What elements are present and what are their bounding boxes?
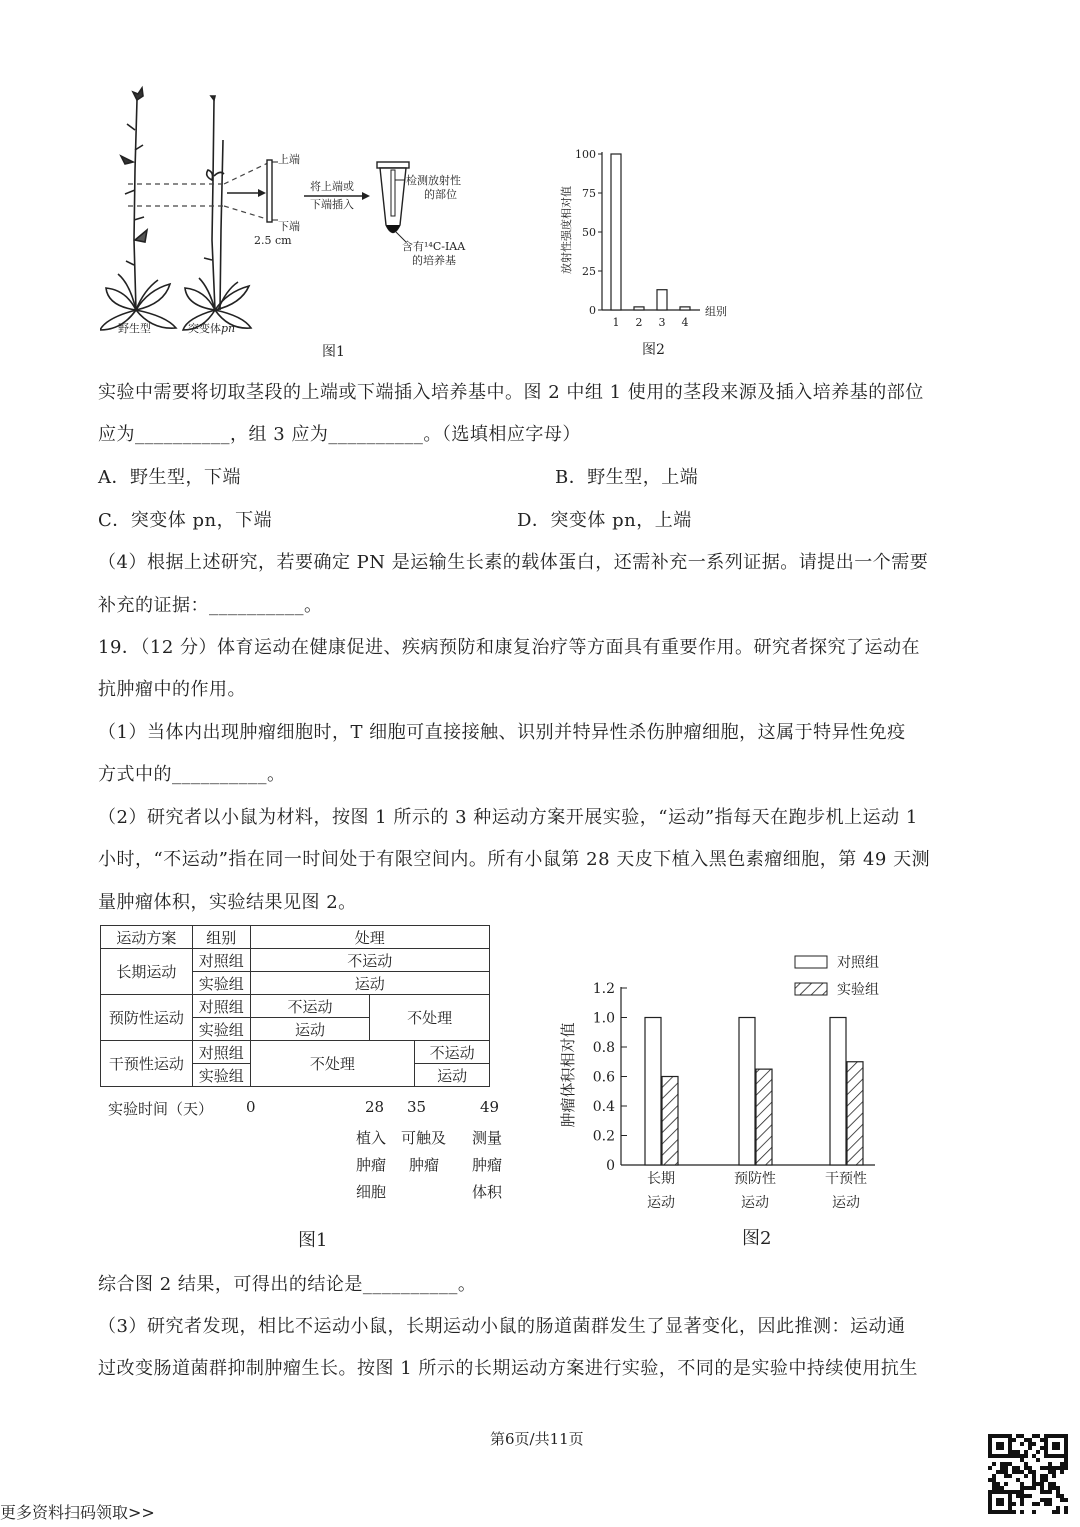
mutant-plant-drawing: [183, 96, 251, 330]
page-number: 第6页/共11页: [490, 1430, 584, 1448]
more-resources-link[interactable]: 更多资料扫码领取>>: [0, 1503, 155, 1522]
option-c: C．突变体 pn，下端: [98, 510, 273, 531]
x-tick-label: 4: [681, 316, 689, 329]
category-intervene-2: 运动: [832, 1195, 860, 1211]
label-insert-1: 将上端或: [310, 180, 354, 193]
bar-group-1: [611, 154, 621, 310]
label-wild-type: 野生型: [118, 322, 151, 335]
bar-group-2: [634, 307, 644, 310]
category-intervene-1: 干预性: [825, 1171, 867, 1187]
y-tick-label: 0.2: [592, 1128, 615, 1145]
treat-exercise: 运动: [250, 1018, 370, 1041]
treat-no-exercise: 不运动: [415, 1041, 490, 1064]
question-4-line-2: 补充的证据：__________。: [98, 595, 323, 616]
timeline-day-28: 28: [365, 1098, 385, 1116]
y-tick-label: 0.8: [592, 1040, 615, 1056]
legend-ctrl-swatch: [795, 956, 827, 968]
note-28-line-2: 肿瘤: [356, 1156, 387, 1174]
text-line-1: 实验中需要将切取茎段的上端或下端插入培养基中。图 2 中组 1 使用的茎段来源及插入培养基的部位: [98, 382, 924, 403]
y-tick-label: 0: [606, 1158, 615, 1174]
note-28-line-1: 植入: [356, 1129, 387, 1147]
treat-exercise: 运动: [415, 1064, 490, 1087]
y-tick-label: 0: [589, 304, 596, 317]
plan-prevent: 预防性运动: [101, 995, 193, 1041]
treat-no-treat: 不处理: [250, 1041, 415, 1087]
y-tick-label: 25: [582, 265, 596, 278]
category-prevent-2: 运动: [741, 1195, 769, 1211]
group-ctrl: 对照组: [192, 949, 250, 972]
plan-intervene: 干预性运动: [101, 1041, 193, 1087]
label-detect-2: 的部位: [424, 188, 457, 201]
category-long-2: 运动: [647, 1195, 675, 1211]
bar-group-3: [657, 290, 667, 310]
question-19-2-line-1: （2）研究者以小鼠为材料，按图 1 所示的 3 种运动方案开展实验，“运动”指每天在跑步机上运动 1: [98, 807, 918, 828]
label-mutant: 突变体pn: [188, 322, 236, 335]
note-35-line-2: 肿瘤: [409, 1156, 440, 1174]
note-49-line-3: 体积: [472, 1183, 503, 1201]
x-tick-label: 3: [658, 316, 666, 329]
category-prevent-1: 预防性: [734, 1171, 776, 1187]
table-row: [101, 1041, 490, 1064]
insert-arrowhead: [362, 192, 370, 200]
culture-tube: [377, 162, 409, 233]
y-tick-label: 100: [575, 148, 596, 161]
text-line-2: 应为__________，组 3 应为__________。（选填相应字母）: [98, 424, 581, 445]
conclusion-line: 综合图 2 结果，可得出的结论是__________。: [98, 1274, 477, 1295]
group-ctrl: 对照组: [192, 995, 250, 1018]
label-detect-1: 检测放射性: [406, 174, 461, 187]
header-treatment: 处理: [250, 926, 489, 949]
y-tick-label: 75: [582, 187, 596, 200]
treat-no-treat: 不处理: [370, 995, 490, 1041]
question-19-line-1: 19．（12 分）体育运动在健康促进、疾病预防和康复治疗等方面具有重要作用。研究者探究了运动在: [98, 637, 921, 658]
question-19-2-line-3: 量肿瘤体积，实验结果见图 2。: [98, 892, 357, 913]
chart-top-ylabel: 放射性强度相对值: [560, 186, 573, 274]
chart-radioactivity: [550, 140, 760, 365]
plan-long: 长期运动: [101, 949, 193, 995]
figure1-top-caption: 图1: [322, 344, 345, 360]
timeline-day-49: 49: [480, 1098, 500, 1116]
note-28-line-3: 细胞: [356, 1183, 387, 1201]
group-ctrl: 对照组: [192, 1041, 250, 1064]
stem-segment: [267, 160, 272, 222]
bar-ctrl-预防性运动: [739, 1018, 755, 1166]
option-a: A．野生型，下端: [98, 467, 241, 488]
cut-guide-lines: [128, 162, 270, 220]
question-19-1-line-2: 方式中的__________。: [98, 764, 286, 785]
option-b: B．野生型，上端: [555, 467, 699, 488]
chart-bottom-ylabel: 肿瘤体积相对值: [559, 1022, 577, 1128]
timeline-day-0: 0: [246, 1098, 256, 1116]
question-4-line-1: （4）根据上述研究，若要确定 PN 是运输生长素的载体蛋白，还需补充一系列证据。请提出一个需要: [98, 552, 929, 573]
chart-tumor-volume: [555, 945, 905, 1255]
note-49-line-2: 肿瘤: [472, 1156, 503, 1174]
option-d: D．突变体 pn，上端: [517, 510, 692, 531]
legend-ctrl-label: 对照组: [837, 955, 879, 971]
timeline-label: 实验时间（天）: [108, 1100, 214, 1118]
table-row: [101, 995, 490, 1018]
question-19-line-2: 抗肿瘤中的作用。: [98, 679, 246, 700]
figure2-bottom-caption: 图2: [742, 1228, 772, 1249]
x-tick-label: 2: [635, 316, 643, 329]
note-day-35: [401, 1125, 446, 1179]
label-upper-end: 上端: [278, 153, 300, 166]
label-insert-2: 下端插入: [310, 198, 354, 211]
legend-exp-label: 实验组: [837, 982, 879, 998]
treat-no-exercise: 不运动: [250, 995, 370, 1018]
question-19-1-line-1: （1）当体内出现肿瘤细胞时，T 细胞可直接接触、识别并特异性杀伤肿瘤细胞，这属于特异性免疫: [98, 722, 906, 743]
question-19-3-line-1: （3）研究者发现，相比不运动小鼠，长期运动小鼠的肠道菌群发生了显著变化，因此推测：运动通: [98, 1316, 906, 1337]
legend-exp-swatch: [795, 983, 827, 995]
header-group: 组别: [192, 926, 250, 949]
figure2-top-caption: 图2: [642, 342, 665, 358]
question-19-3-line-2: 过改变肠道菌群抑制肿瘤生长。按图 1 所示的长期运动方案进行实验，不同的是实验中持续使用抗生: [98, 1358, 918, 1379]
bar-exp-预防性运动: [756, 1069, 772, 1165]
header-plan: 运动方案: [101, 926, 193, 949]
arrow-to-segment: [227, 189, 266, 197]
y-tick-label: 1.0: [592, 1010, 615, 1027]
note-day-28: [356, 1125, 386, 1206]
y-tick-label: 1.2: [592, 981, 615, 997]
bar-ctrl-干预性运动: [830, 1018, 846, 1166]
y-tick-label: 0.6: [592, 1069, 615, 1086]
timeline-day-35: 35: [407, 1098, 427, 1116]
table-row: [101, 949, 490, 972]
figure-plants: [100, 80, 500, 370]
category-long-1: 长期: [647, 1171, 675, 1187]
qr-code-icon[interactable]: [988, 1434, 1068, 1514]
label-medium-1: 含有¹⁴C-IAA: [402, 240, 466, 253]
bar-group-4: [680, 307, 690, 310]
group-exp: 实验组: [192, 972, 250, 995]
chart-top-xlabel: 组别: [705, 305, 727, 318]
figure1-bottom-caption: 图1: [298, 1230, 328, 1251]
bar-ctrl-长期运动: [645, 1018, 661, 1166]
label-lower-end: 下端: [278, 220, 300, 233]
bar-exp-长期运动: [662, 1077, 678, 1166]
y-tick-label: 0.4: [592, 1099, 615, 1115]
question-19-2-line-2: 小时，“不运动”指在同一时间处于有限空间内。所有小鼠第 28 天皮下植入黑色素瘤细胞，第 49 天测: [98, 849, 931, 870]
note-49-line-1: 测量: [472, 1129, 503, 1147]
note-35-line-1: 可触及: [401, 1129, 447, 1147]
table-row: [101, 926, 490, 949]
group-exp: 实验组: [192, 1018, 250, 1041]
treat-exercise: 运动: [250, 972, 489, 995]
bar-exp-干预性运动: [847, 1062, 863, 1165]
group-exp: 实验组: [192, 1064, 250, 1087]
treat-no-exercise: 不运动: [250, 949, 489, 972]
exercise-scheme-table: [100, 925, 490, 1087]
y-tick-label: 50: [582, 226, 596, 239]
x-tick-label: 1: [612, 316, 620, 329]
label-length: 2.5 cm: [254, 234, 292, 247]
note-day-49: [472, 1125, 502, 1206]
wild-type-plant-drawing: [100, 88, 176, 330]
label-medium-2: 的培养基: [412, 254, 456, 267]
